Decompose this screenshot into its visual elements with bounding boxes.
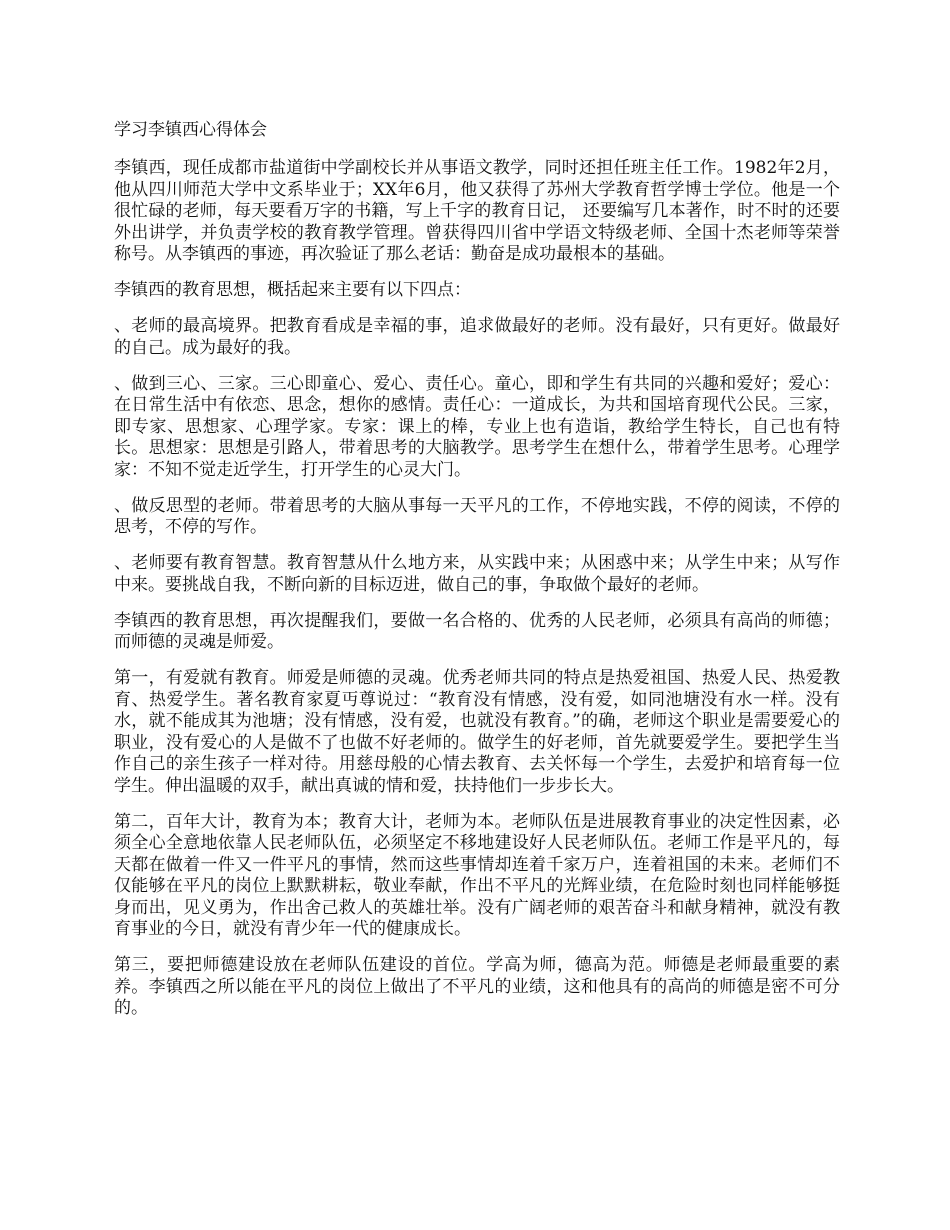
paragraph-point-3: 、做反思型的老师。带着思考的大脑从事每一天平凡的工作，不停地实践，不停的阅读，不停的思考，不停的写作。 xyxy=(114,495,840,537)
paragraph-reminder: 李镇西的教育思想，再次提醒我们，要做一名合格的、优秀的人民老师，必须具有高尚的师德；而师德的灵魂是师爱。 xyxy=(114,610,840,652)
paragraph-second: 第二，百年大计，教育为本；教育大计，老师为本。老师队伍是进展教育事业的决定性因素，必须全心全意地依靠人民老师队伍，必须坚定不移地建设好人民老师队伍。老师工作是平凡的，每天都在做着一件又一件平凡的事情，然而这些事情却连着千家万户，连着祖国的未来。老师们不仅能够在平凡的岗位上默默耕耘，敬业奉献，作出不平凡的光辉业绩，在危险时刻也同样能够挺身而出，见义勇为，作出舍己救人的英雄壮举。没有广阔老师的艰苦奋斗和献身精神，就没有教育事业的今日，就没有青少年一代的健康成长。 xyxy=(114,811,840,939)
paragraph-point-4: 、老师要有教育智慧。教育智慧从什么地方来，从实践中来；从困惑中来；从学生中来；从写作中来。要挑战自我，不断向新的目标迈进，做自己的事，争取做个最好的老师。 xyxy=(114,553,840,595)
document-title: 学习李镇西心得体会 xyxy=(114,120,267,140)
paragraph-point-2: 、做到三心、三家。三心即童心、爱心、责任心。童心，即和学生有共同的兴趣和爱好；爱心：在日常生活中有依恋、思念，想你的感情。责任心：一道成长，为共和国培育现代公民。三家，即专家、思想家、心理学家。专家：课上的棒，专业上也有造诣，教给学生特长，自己也有特长。思想家：思想是引路人，带着思考的大脑教学。思考学生在想什么，带着学生思考。心理学家：不知不觉走近学生，打开学生的心灵大门。 xyxy=(114,373,840,480)
paragraph-point-1: 、老师的最高境界。把教育看成是幸福的事，追求做最好的老师。没有最好，只有更好。做最好的自己。成为最好的我。 xyxy=(114,316,840,358)
document-page xyxy=(114,120,840,1034)
paragraph-summary-lead: 李镇西的教育思想，概括起来主要有以下四点： xyxy=(114,280,471,300)
paragraph-first: 第一，有爱就有教育。师爱是师德的灵魂。优秀老师共同的特点是热爱祖国、热爱人民、热爱教育、热爱学生。著名教育家夏丏尊说过：“教育没有情感，没有爱，如同池塘没有水一样。没有水，就不能成其为池塘；没有情感，没有爱，也就没有教育。”的确，老师这个职业是需要爱心的职业，没有爱心的人是做不了也做不好老师的。做学生的好老师，首先就要爱学生。要把学生当作自己的亲生孩子一样对待。用慈母般的心情去教育、去关怀每一个学生，去爱护和培育每一位学生。伸出温暖的双手，献出真诚的情和爱，扶持他们一步步长大。 xyxy=(114,668,840,796)
paragraph-third: 第三，要把师德建设放在老师队伍建设的首位。学高为师，德高为范。师德是老师最重要的素养。李镇西之所以能在平凡的岗位上做出了不平凡的业绩，这和他具有的高尚的师德是密不可分的。 xyxy=(114,955,840,1018)
paragraph-intro: 李镇西，现任成都市盐道街中学副校长并从事语文教学，同时还担任班主任工作。1982年2月，他从四川师范大学中文系毕业于；XX年6月，他又获得了苏州大学教育哲学博士学位。他是一个很忙碌的老师，每天要看万字的书籍，写上千字的教育日记， 还要编写几本著作，时不时的还要外出讲学，并负责学校的教育教学管理。曾获得四川省中学语文特级老师、全国十杰老师等荣誉称号。从李镇西的事迹，再次验证了那么老话：勤奋是成功最根本的基础。 xyxy=(114,158,840,264)
